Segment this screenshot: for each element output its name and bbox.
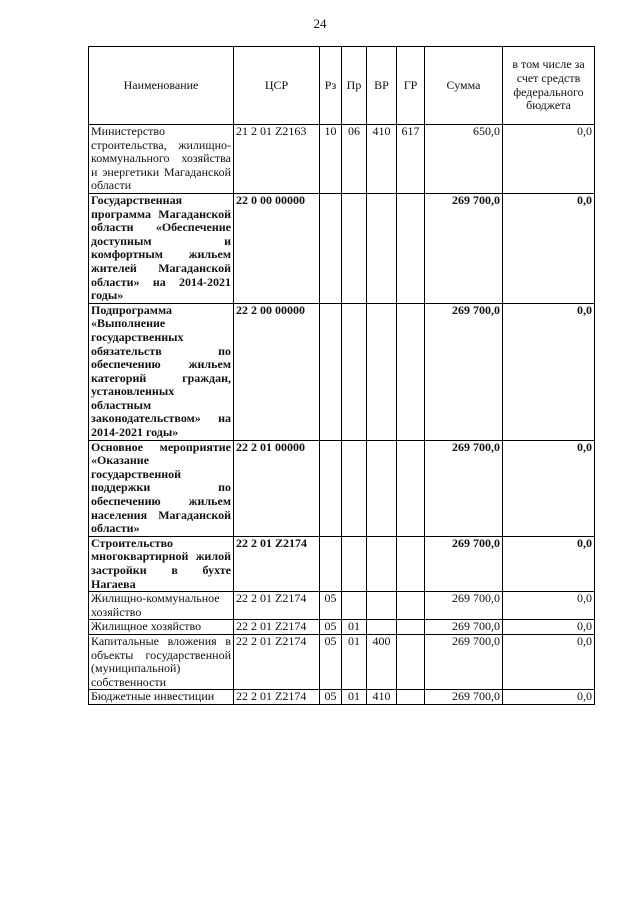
header-federal: в том числе за счет средств федерального бюджета: [503, 47, 595, 125]
row-sum: 269 700,0: [425, 690, 503, 705]
row-gr: [397, 193, 425, 303]
table-row: [89, 303, 595, 440]
row-rz: 10: [320, 125, 342, 194]
row-sum: 650,0: [425, 125, 503, 194]
row-vr: [367, 620, 397, 635]
page-number: 24: [313, 16, 327, 31]
row-csr: 22 2 01 Z2174: [234, 592, 320, 620]
row-vr: 410: [367, 125, 397, 194]
header-pr: Пр: [342, 47, 367, 125]
header-rz: Рз: [320, 47, 342, 125]
table-row: [89, 440, 595, 536]
row-sum: 269 700,0: [425, 536, 503, 591]
row-federal: 0,0: [503, 620, 595, 635]
row-csr: 22 0 00 00000: [234, 193, 320, 303]
row-csr: 22 2 01 00000: [234, 440, 320, 536]
row-sum: 269 700,0: [425, 620, 503, 635]
row-name: Основное мероприятие «Оказание государственной поддержки по обеспечению жильем населения Магаданской области»: [89, 440, 234, 536]
table-row: [89, 592, 595, 620]
row-name: Бюджетные инвестиции: [89, 690, 234, 705]
header-gr: ГР: [397, 47, 425, 125]
row-csr: 21 2 01 Z2163: [234, 125, 320, 194]
row-vr: [367, 536, 397, 591]
row-rz: [320, 303, 342, 440]
row-pr: [342, 303, 367, 440]
row-federal: 0,0: [503, 690, 595, 705]
row-vr: 400: [367, 634, 397, 689]
row-sum: 269 700,0: [425, 440, 503, 536]
row-federal: 0,0: [503, 440, 595, 536]
row-name: Жилищно-коммунальное хозяйство: [89, 592, 234, 620]
row-vr: 410: [367, 690, 397, 705]
row-name: Строительство многоквартирной жилой застройки в бухте Нагаева: [89, 536, 234, 591]
table-row: [89, 620, 595, 635]
row-gr: [397, 440, 425, 536]
row-rz: 05: [320, 690, 342, 705]
row-name: Подпрограмма «Выполнение государственных обязательств по обеспечению жильем категорий граждан, установленных областным законодательством» на 2014-2021 годы»: [89, 303, 234, 440]
row-rz: 05: [320, 634, 342, 689]
row-rz: [320, 440, 342, 536]
row-federal: 0,0: [503, 193, 595, 303]
budget-table: [88, 46, 595, 705]
row-sum: 269 700,0: [425, 193, 503, 303]
row-rz: 05: [320, 592, 342, 620]
row-vr: [367, 303, 397, 440]
row-pr: 01: [342, 690, 367, 705]
row-vr: [367, 440, 397, 536]
row-federal: 0,0: [503, 125, 595, 194]
row-gr: [397, 592, 425, 620]
row-name: Министерство строительства, жилищно-коммунального хозяйства и энергетики Магаданской области: [89, 125, 234, 194]
table-row: [89, 690, 595, 705]
row-pr: 06: [342, 125, 367, 194]
row-csr: 22 2 00 00000: [234, 303, 320, 440]
table-row: [89, 125, 595, 194]
row-gr: [397, 620, 425, 635]
table-row: [89, 193, 595, 303]
header-csr: ЦСР: [234, 47, 320, 125]
row-federal: 0,0: [503, 303, 595, 440]
row-pr: 01: [342, 634, 367, 689]
row-pr: [342, 193, 367, 303]
row-csr: 22 2 01 Z2174: [234, 536, 320, 591]
table-row: [89, 536, 595, 591]
row-name: Государственная программа Магаданской области «Обеспечение доступным и комфортным жильем жителей Магаданской области» на 2014-2021 годы»: [89, 193, 234, 303]
row-federal: 0,0: [503, 536, 595, 591]
row-sum: 269 700,0: [425, 634, 503, 689]
row-csr: 22 2 01 Z2174: [234, 634, 320, 689]
row-federal: 0,0: [503, 592, 595, 620]
header-vr: ВР: [367, 47, 397, 125]
row-gr: [397, 634, 425, 689]
row-rz: [320, 536, 342, 591]
row-pr: [342, 536, 367, 591]
row-gr: [397, 690, 425, 705]
row-csr: 22 2 01 Z2174: [234, 620, 320, 635]
row-federal: 0,0: [503, 634, 595, 689]
row-pr: [342, 440, 367, 536]
row-sum: 269 700,0: [425, 592, 503, 620]
row-gr: 617: [397, 125, 425, 194]
row-vr: [367, 592, 397, 620]
row-sum: 269 700,0: [425, 303, 503, 440]
row-csr: 22 2 01 Z2174: [234, 690, 320, 705]
row-pr: 01: [342, 620, 367, 635]
row-pr: [342, 592, 367, 620]
row-vr: [367, 193, 397, 303]
row-gr: [397, 303, 425, 440]
row-gr: [397, 536, 425, 591]
row-name: Капитальные вложения в объекты государственной (муниципальной) собственности: [89, 634, 234, 689]
row-name: Жилищное хозяйство: [89, 620, 234, 635]
header-row: [89, 47, 595, 125]
row-rz: 05: [320, 620, 342, 635]
header-sum: Сумма: [425, 47, 503, 125]
table-row: [89, 634, 595, 689]
header-name: Наименование: [89, 47, 234, 125]
row-rz: [320, 193, 342, 303]
